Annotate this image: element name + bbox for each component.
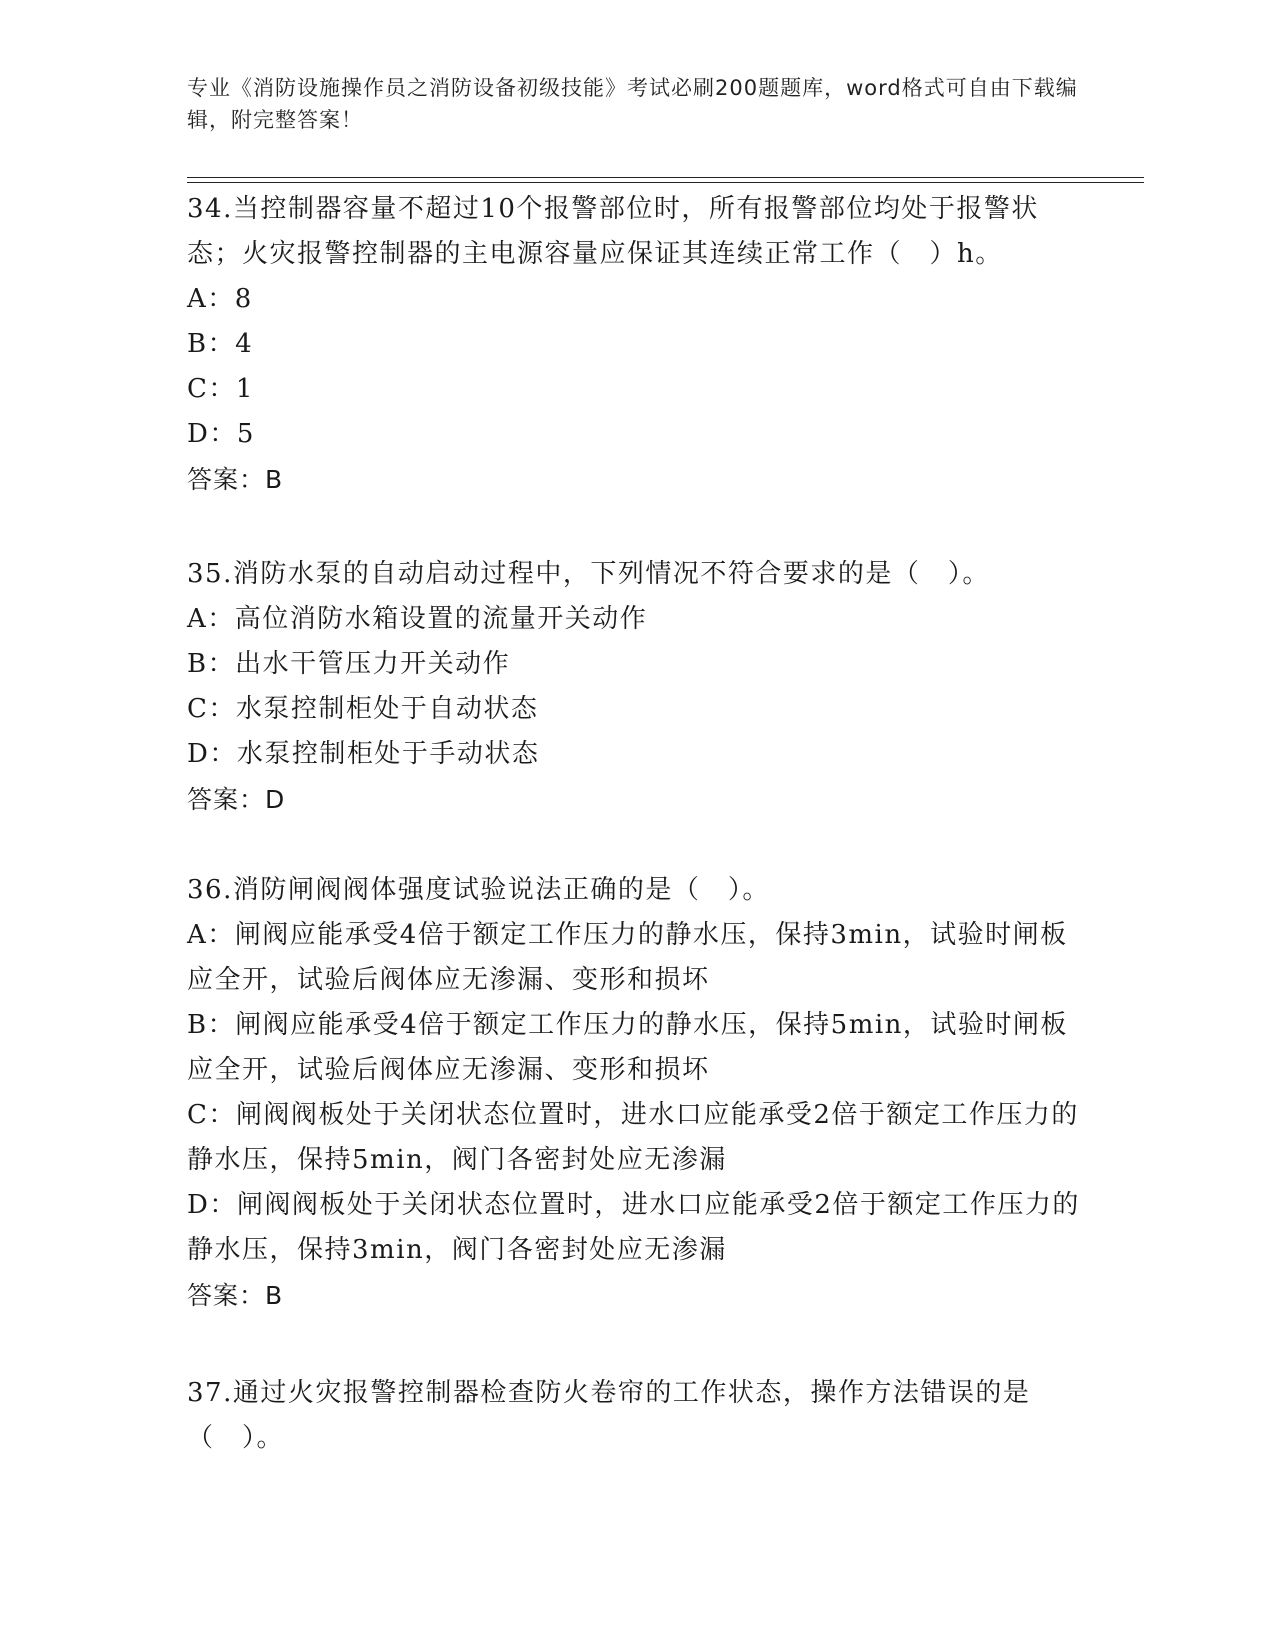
option-b: B：出水干管压力开关动作 <box>187 649 511 679</box>
document-header <box>187 72 1087 136</box>
question-stem: 36.消防闸阀阀体强度试验说法正确的是（ ）。 <box>187 875 770 905</box>
question-34 <box>187 187 1087 502</box>
option-d: D：5 <box>187 419 255 449</box>
option-d: D：水泵控制柜处于手动状态 <box>187 739 540 769</box>
option-c: C：1 <box>187 374 254 404</box>
question-35 <box>187 552 1087 822</box>
question-stem: 37.通过火灾报警控制器检查防火卷帘的工作状态，操作方法错误的是（ ）。 <box>187 1378 1031 1453</box>
answer-label: 答案：B <box>187 465 284 494</box>
option-a: A：8 <box>187 284 253 314</box>
option-d: D：闸阀阀板处于关闭状态位置时，进水口应能承受2倍于额定工作压力的静水压，保持3min，阀门各密封处应无渗漏 <box>187 1190 1080 1265</box>
question-37 <box>187 1371 1087 1461</box>
header-rule-top <box>187 177 1144 178</box>
question-36 <box>187 868 1087 1318</box>
question-stem: 34.当控制器容量不超过10个报警部位时，所有报警部位均处于报警状态；火灾报警控制器的主电源容量应保证其连续正常工作（ ）h。 <box>187 194 1039 269</box>
option-c: C：闸阀阀板处于关闭状态位置时，进水口应能承受2倍于额定工作压力的静水压，保持5min，阀门各密封处应无渗漏 <box>187 1100 1079 1175</box>
option-b: B：4 <box>187 329 254 359</box>
question-stem: 35.消防水泵的自动启动过程中，下列情况不符合要求的是（ ）。 <box>187 559 990 589</box>
header-title: 专业《消防设施操作员之消防设备初级技能》考试必刷200题题库，word格式可自由下载编辑，附完整答案！ <box>187 76 1078 132</box>
header-rule-bottom <box>187 182 1144 183</box>
option-b: B：闸阀应能承受4倍于额定工作压力的静水压，保持5min，试验时闸板应全开，试验后阀体应无渗漏、变形和损坏 <box>187 1010 1068 1085</box>
answer-label: 答案：D <box>187 785 286 814</box>
option-a: A：高位消防水箱设置的流量开关动作 <box>187 604 648 634</box>
option-a: A：闸阀应能承受4倍于额定工作压力的静水压，保持3min，试验时闸板应全开，试验后阀体应无渗漏、变形和损坏 <box>187 920 1068 995</box>
option-c: C：水泵控制柜处于自动状态 <box>187 694 539 724</box>
answer-label: 答案：B <box>187 1281 284 1310</box>
